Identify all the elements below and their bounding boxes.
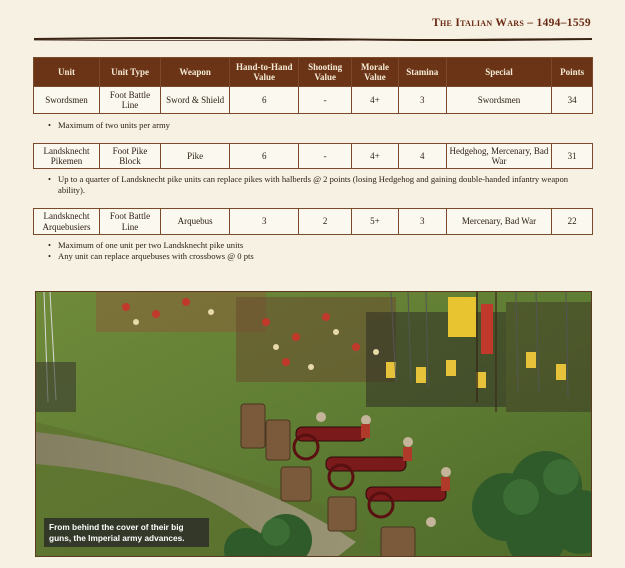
unit-hand-to-hand: 3 [230, 209, 299, 235]
unit-notes-arquebusiers [48, 240, 588, 262]
unit-hand-to-hand: 6 [230, 87, 299, 114]
unit-notes-swordsmen [48, 120, 588, 131]
table-row [34, 144, 593, 169]
unit-points: 34 [552, 87, 593, 114]
unit-shooting: - [299, 87, 352, 114]
photo-caption: From behind the cover of their big guns, the Imperial army advances. [44, 518, 209, 547]
unit-stamina: 4 [398, 144, 446, 169]
unit-name: Landsknecht Arquebusiers [34, 209, 100, 235]
unit-weapon: Sword & Shield [161, 87, 230, 114]
col-header-stamina: Stamina [398, 58, 446, 87]
col-header-special: Special [446, 58, 552, 87]
unit-notes-pikemen [48, 174, 588, 196]
unit-special: Mercenary, Bad War [446, 209, 552, 235]
unit-shooting: - [299, 144, 352, 169]
unit-type: Foot Battle Line [100, 209, 161, 235]
col-header-unit-type: Unit Type [100, 58, 161, 87]
unit-name: Landsknecht Pikemen [34, 144, 100, 169]
unit-points: 31 [552, 144, 593, 169]
unit-special: Swordsmen [446, 87, 552, 114]
unit-stamina: 3 [398, 87, 446, 114]
unit-weapon: Arquebus [161, 209, 230, 235]
col-header-shooting: Shooting Value [299, 58, 352, 87]
col-header-points: Points [552, 58, 593, 87]
unit-name: Swordsmen [34, 87, 100, 114]
unit-hand-to-hand: 6 [230, 144, 299, 169]
col-header-unit: Unit [34, 58, 100, 87]
unit-type: Foot Battle Line [100, 87, 161, 114]
note-item: • Any unit can replace arquebuses with crossbows @ 0 pts [48, 251, 588, 262]
unit-morale: 4+ [352, 87, 399, 114]
table-row [34, 87, 593, 114]
unit-type: Foot Pike Block [100, 144, 161, 169]
col-header-hand-to-hand: Hand-to-Hand Value [230, 58, 299, 87]
unit-table-landsknecht-pikemen [33, 143, 593, 169]
note-item: • Maximum of two units per army [48, 120, 588, 131]
unit-weapon: Pike [161, 144, 230, 169]
unit-morale: 5+ [352, 209, 399, 235]
unit-table-swordsmen [33, 57, 593, 114]
unit-points: 22 [552, 209, 593, 235]
header-rule [34, 36, 592, 42]
unit-table-landsknecht-arquebusiers [33, 208, 593, 235]
unit-shooting: 2 [299, 209, 352, 235]
note-item: • Maximum of one unit per two Landsknecht pike units [48, 240, 588, 251]
col-header-morale: Morale Value [352, 58, 399, 87]
unit-stamina: 3 [398, 209, 446, 235]
note-item: • Up to a quarter of Landsknecht pike units can replace pikes with halberds @ 2 points (losing Hedgehog and gaining double-handed infantry weapon ability). [48, 174, 588, 196]
table-row [34, 209, 593, 235]
unit-special: Hedgehog, Mercenary, Bad War [446, 144, 552, 169]
unit-morale: 4+ [352, 144, 399, 169]
page-header-title: The Italian Wars – 1494–1559 [432, 17, 591, 29]
col-header-weapon: Weapon [161, 58, 230, 87]
table-header-row [34, 58, 593, 87]
